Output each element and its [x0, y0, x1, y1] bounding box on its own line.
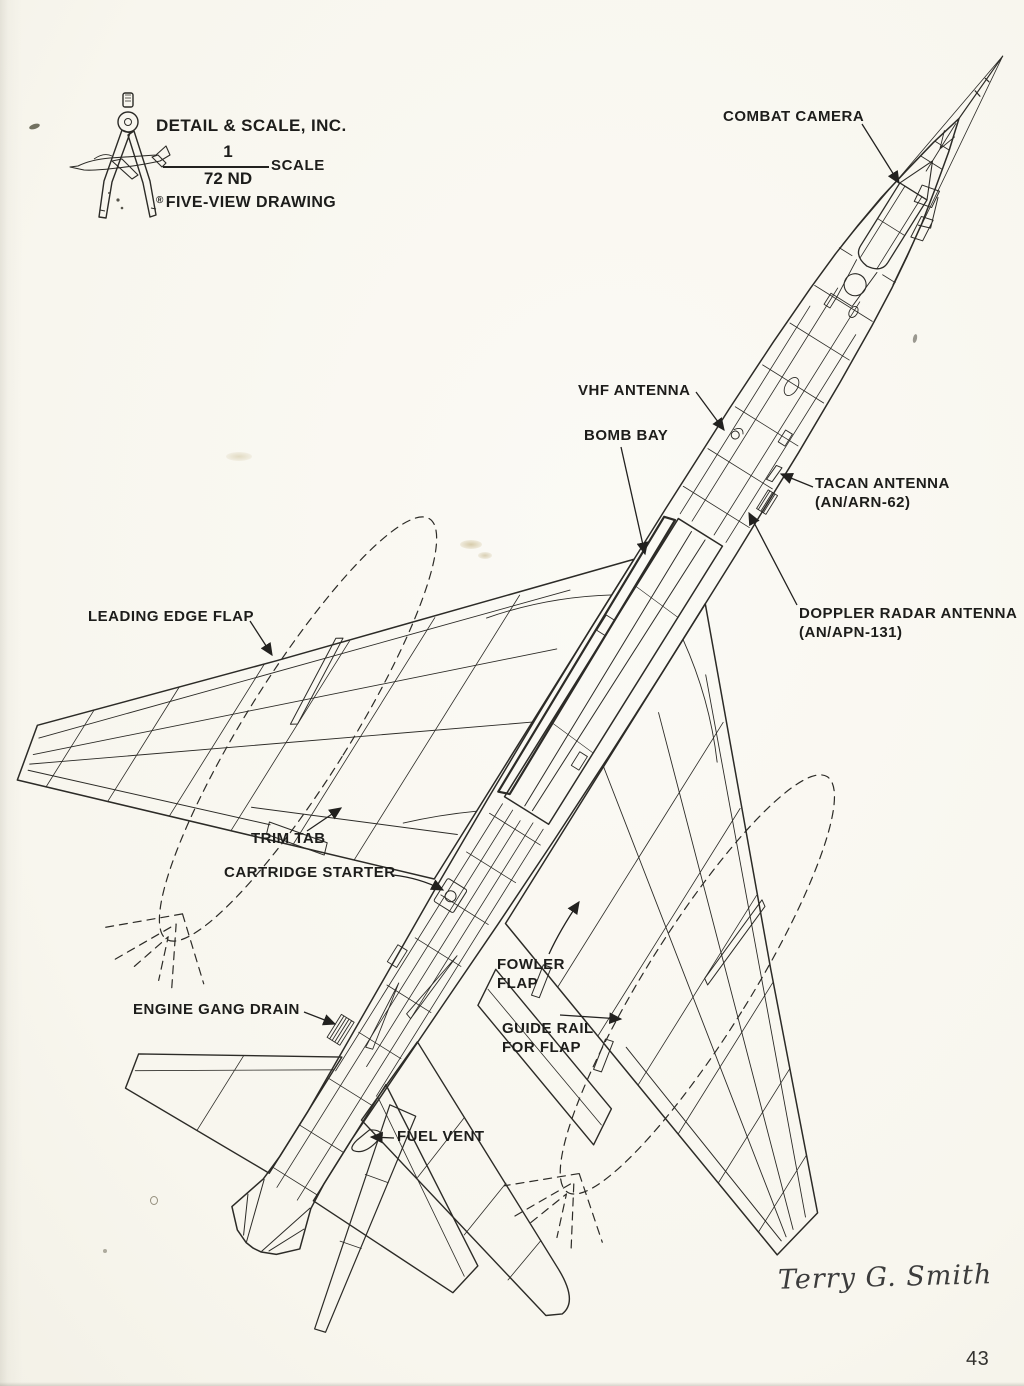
label-tacan-line2: (AN/ARN-62) [815, 494, 911, 511]
canopy [853, 183, 927, 275]
label-bomb-bay: BOMB BAY [584, 427, 669, 444]
label-tacan-antenna [815, 474, 950, 512]
label-doppler-line1: DOPPLER RADAR ANTENNA [799, 605, 1018, 622]
leader-vhf-antenna [696, 392, 724, 430]
label-cartridge-starter: CARTRIDGE STARTER [224, 864, 396, 881]
pitot-boom [958, 54, 1004, 122]
label-fowler-line2: FLAP [497, 975, 539, 992]
drawing-type-line [156, 194, 336, 212]
logo-company-name: DETAIL & SCALE, INC. [156, 116, 347, 135]
scale-word: SCALE [271, 157, 325, 174]
doppler-antenna-part [757, 490, 778, 514]
leader-leading-edge-flap [250, 621, 272, 655]
label-guide-rail [502, 1019, 594, 1057]
label-combat-camera: COMBAT CAMERA [723, 108, 865, 125]
aircraft-silhouette-icon [70, 146, 170, 179]
scale-fraction-bar [163, 166, 269, 168]
fuselage [212, 28, 1024, 1274]
label-tacan-line1: TACAN ANTENNA [815, 475, 950, 492]
label-leading-edge-flap: LEADING EDGE FLAP [88, 608, 255, 625]
label-fowler-flap [497, 955, 565, 993]
label-guide-rail-line2: FOR FLAP [502, 1039, 581, 1056]
leader-doppler [749, 513, 797, 605]
label-fuel-vent: FUEL VENT [397, 1128, 485, 1145]
right-wing [431, 604, 1024, 1265]
label-vhf-antenna: VHF ANTENNA [578, 382, 691, 399]
drop-tank-left [94, 488, 476, 1006]
artist-signature: Terry G. Smith [777, 1259, 993, 1296]
vertical-fin-planform [325, 1039, 644, 1323]
left-wing [7, 338, 634, 995]
leader-bomb-bay [621, 447, 645, 554]
tail-petals [226, 1176, 315, 1264]
wing-fence [703, 896, 768, 989]
page-number: 43 [966, 1348, 990, 1370]
drop-tank-right [494, 746, 875, 1262]
leader-trim-tab [307, 808, 341, 831]
label-doppler-line2: (AN/APN-131) [799, 624, 903, 641]
fuel-vent-part [351, 1124, 383, 1159]
label-doppler-antenna [799, 604, 1017, 642]
registered-trademark-icon: ® [156, 195, 164, 206]
engine-gang-drain-part [327, 1014, 354, 1045]
scale-fraction-denominator: 72 ND [203, 169, 253, 188]
spine-window [840, 270, 870, 300]
combat-camera-part [896, 182, 950, 244]
leader-fuel-vent [371, 1137, 394, 1138]
leader-engine-gang-drain [304, 1012, 335, 1024]
leader-tacan [781, 474, 813, 487]
detail-and-scale-logo-icon [60, 85, 210, 240]
label-trim-tab: TRIM TAB [251, 830, 326, 847]
scale-fraction-numerator: 1 [223, 142, 233, 161]
drawing-type-text: FIVE-VIEW DRAWING [165, 194, 337, 211]
leader-combat-camera [862, 124, 899, 183]
label-fowler-line1: FOWLER [497, 956, 565, 973]
label-guide-rail-line1: GUIDE RAIL [502, 1020, 594, 1037]
leader-fowler-flap [549, 902, 579, 954]
label-engine-gang-drain: ENGINE GANG DRAIN [133, 1001, 300, 1018]
